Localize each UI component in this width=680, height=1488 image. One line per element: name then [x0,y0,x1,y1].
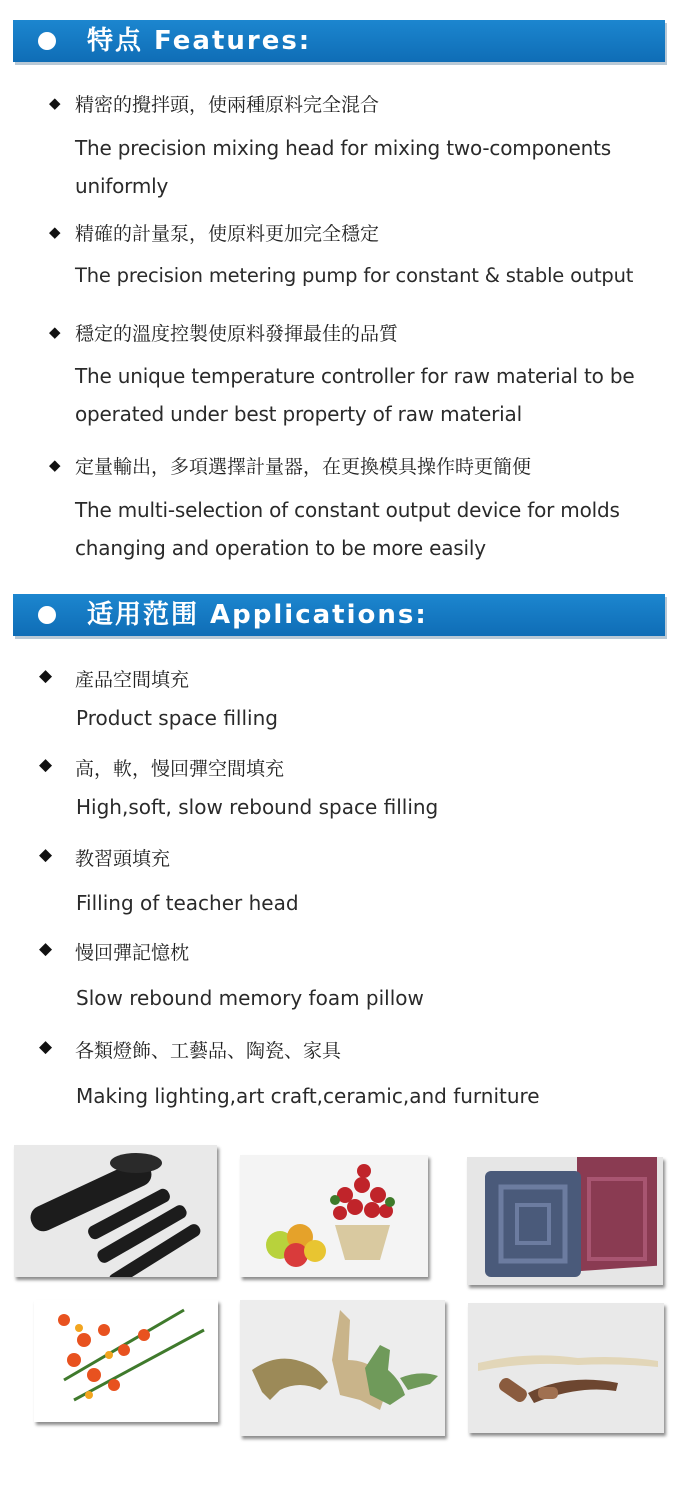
application-zh: 各類燈飾、工藝品、陶瓷、家具 [75,1040,342,1062]
feature-en: The precision metering pump for constant & stable output [75,264,634,287]
armrests-image [14,1145,217,1277]
bullet-dot-icon [38,606,56,624]
application-zh: 慢回彈記憶枕 [75,942,190,964]
feature-zh: 精確的計量泵，使原料更加完全穩定 [75,223,380,245]
dinosaurs-image [240,1300,445,1436]
diamond-bullet-icon: ◆ [49,94,61,112]
photo-foam-tiles [467,1157,663,1285]
diamond-bullet-icon: ◆ [39,939,53,959]
branches-image [468,1303,664,1433]
application-en: Slow rebound memory foam pillow [76,986,424,1010]
application-en: Product space filling [76,706,278,730]
photo-dinosaur-figures [240,1300,445,1436]
feature-en: The unique temperature controller for raw material to be operated under best property of raw material [75,364,635,426]
application-zh: 教習頭填充 [75,848,171,870]
application-en: High,soft, slow rebound space filling [76,795,439,819]
application-en: Making lighting,art craft,ceramic,and furniture [76,1084,540,1108]
diamond-bullet-icon: ◆ [49,223,61,241]
diamond-bullet-icon: ◆ [49,456,61,474]
feature-zh: 精密的攪拌頭，使兩種原料完全混合 [75,94,380,116]
application-en: Filling of teacher head [76,891,299,915]
flowers-image [34,1300,218,1422]
diamond-bullet-icon: ◆ [39,755,53,775]
diamond-bullet-icon: ◆ [39,666,53,686]
diamond-bullet-icon: ◆ [39,1037,53,1057]
photo-artificial-branches [468,1303,664,1433]
features-title: 特点 Features: [87,26,312,56]
photo-black-foam-armrests [14,1145,217,1277]
feature-en: The multi-selection of constant output device for molds changing and operation to be more easily [75,498,620,560]
bullet-dot-icon [38,32,56,50]
applications-title: 适用范围 Applications: [87,600,428,630]
applications-banner [13,594,665,636]
photo-artificial-fruit [240,1155,428,1277]
features-banner [13,20,665,62]
photo-artificial-flowers [34,1300,218,1422]
tiles-image [467,1157,663,1285]
diamond-bullet-icon: ◆ [39,845,53,865]
application-zh: 高，軟，慢回彈空間填充 [75,758,285,780]
application-zh: 產品空間填充 [75,669,190,691]
feature-en: The precision mixing head for mixing two-components uniformly [75,136,611,198]
diamond-bullet-icon: ◆ [49,323,61,341]
feature-zh: 穩定的溫度控製使原料發揮最佳的品質 [75,323,399,345]
fruit-image [240,1155,428,1277]
feature-zh: 定量輸出，多項選擇計量器，在更換模具操作時更簡便 [75,456,532,478]
